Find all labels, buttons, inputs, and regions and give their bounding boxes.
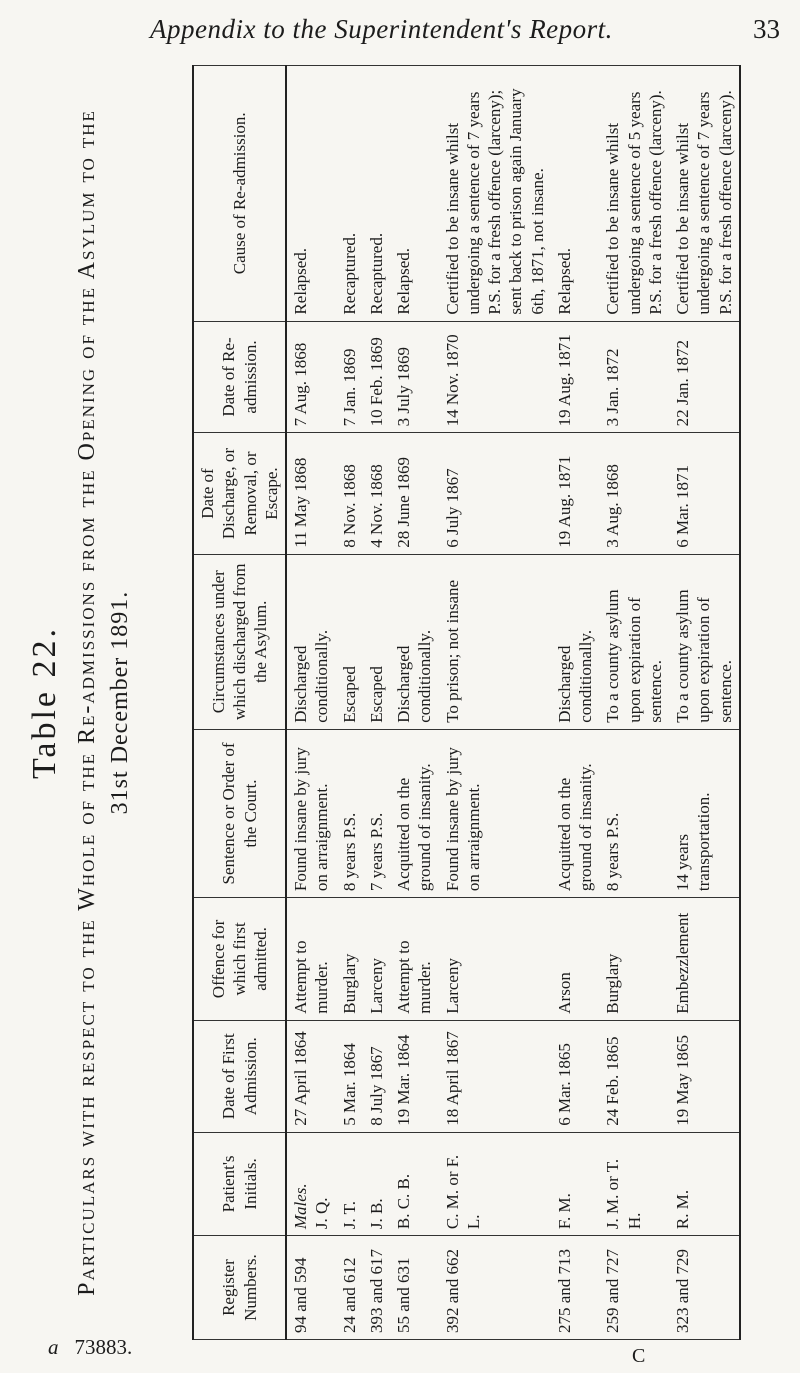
row-initials: J. T. (336, 1132, 363, 1235)
row-cause: Relapsed. (286, 66, 336, 322)
row-cause: Relapsed. (390, 66, 439, 322)
header-offence: Offence for which first admitted. (193, 898, 286, 1021)
row-readmission-date: 3 July 1869 (390, 321, 439, 433)
table-row (669, 66, 740, 1340)
row-register: 24 and 612 (336, 1236, 363, 1340)
row-readmission-date: 10 Feb. 1869 (363, 321, 390, 433)
row-circumstances: Escaped (336, 554, 363, 729)
row-discharge-date: 3 Aug. 1868 (599, 433, 669, 554)
row-cause: Relapsed. (551, 66, 600, 322)
header-readmission-date: Date of Re-admission. (193, 321, 286, 433)
row-circumstances: Discharged conditionally. (286, 554, 336, 729)
row-discharge-date: 6 Mar. 1871 (669, 433, 740, 554)
row-discharge-date: 19 Aug. 1871 (551, 433, 600, 554)
row-discharge-date: 4 Nov. 1868 (363, 433, 390, 554)
row-first-admission: 19 May 1865 (669, 1020, 740, 1132)
row-cause: Certified to be insane whilst undergoing a sentence of 5 years P.S. for a fresh offence (larceny). (599, 66, 669, 322)
row-sentence: 14 years transportation. (669, 729, 740, 897)
row-readmission-date: 7 Aug. 1868 (286, 321, 336, 433)
table-row (336, 66, 363, 1340)
header-discharge-date: Date of Discharge, or Removal, or Escape. (193, 433, 286, 554)
row-circumstances: To a county asylum upon expiration of sentence. (599, 554, 669, 729)
row-initials: B. C. B. (390, 1132, 439, 1235)
print-number: 73883. (74, 1335, 133, 1359)
row-readmission-date: 14 Nov. 1870 (439, 321, 551, 433)
row-sentence: Found insane by jury on arraignment. (439, 729, 551, 897)
row-circumstances: To a county asylum upon expiration of sentence. (669, 554, 740, 729)
row-offence: Embezzlement (669, 898, 740, 1021)
header-cause: Cause of Re-admission. (193, 66, 286, 322)
table-row (390, 66, 439, 1340)
row-register: 393 and 617 (363, 1236, 390, 1340)
row-sentence: Acquitted on the ground of insanity. (390, 729, 439, 897)
row-first-admission: 24 Feb. 1865 (599, 1020, 669, 1132)
row-initials: J. B. (363, 1132, 390, 1235)
row-register: 392 and 662 (439, 1236, 551, 1340)
row-offence: Larceny (439, 898, 551, 1021)
row-readmission-date: 22 Jan. 1872 (669, 321, 740, 433)
row-register: 275 and 713 (551, 1236, 600, 1340)
table-row (363, 66, 390, 1340)
row-circumstances: Discharged conditionally. (551, 554, 600, 729)
row-circumstances: Discharged conditionally. (390, 554, 439, 729)
footer-print-mark (48, 1335, 132, 1360)
row-discharge-date: 8 Nov. 1868 (336, 433, 363, 554)
row-register: 55 and 631 (390, 1236, 439, 1340)
row-circumstances: Escaped (363, 554, 390, 729)
row-first-admission: 18 April 1867 (439, 1020, 551, 1132)
section-label: Males. (291, 1183, 310, 1230)
row-sentence: Found insane by jury on arraignment. (286, 729, 336, 897)
row-offence: Attempt to murder. (390, 898, 439, 1021)
header-circumstances: Circumstances under which discharged from the Asylum. (193, 554, 286, 729)
row-offence: Burglary (599, 898, 669, 1021)
row-cause: Recaptured. (336, 66, 363, 322)
row-register: 94 and 594 (286, 1236, 336, 1340)
page-number: 33 (753, 14, 780, 44)
row-cause: Recaptured. (363, 66, 390, 322)
row-offence: Arson (551, 898, 600, 1021)
running-head-title: Appendix to the Superintendent's Report. (150, 14, 613, 44)
header-row (193, 66, 286, 1340)
table-caption-line2: 31st December 1891. (107, 590, 133, 815)
header-first-admission: Date of First Admission. (193, 1020, 286, 1132)
row-initials: R. M. (669, 1132, 740, 1235)
row-register: 323 and 729 (669, 1236, 740, 1340)
row-discharge-date: 11 May 1868 (286, 433, 336, 554)
row-cause: Certified to be insane whilst undergoing a sentence of 7 years P.S. for a fresh offence (larceny). (669, 66, 740, 322)
table-caption-line1: Particulars with respect to the Whole of the Re-admissions from the Opening of the Asylum to the (74, 109, 100, 1296)
signature-mark: C (632, 1345, 646, 1367)
header-initials: Patient's Initials. (193, 1132, 286, 1235)
row-initials (286, 1132, 336, 1235)
signature-letter: a (48, 1335, 59, 1359)
table-body (286, 66, 740, 1340)
row-sentence: 8 years P.S. (336, 729, 363, 897)
readmissions-table (192, 65, 741, 1340)
table-row (439, 66, 551, 1340)
initials-value: J. Q. (312, 1197, 332, 1230)
table-row (599, 66, 669, 1340)
rotated-table-region (22, 65, 735, 1340)
table-row (286, 66, 336, 1340)
row-first-admission: 8 July 1867 (363, 1020, 390, 1132)
table-title (22, 65, 134, 1340)
row-sentence: 7 years P.S. (363, 729, 390, 897)
row-first-admission: 19 Mar. 1864 (390, 1020, 439, 1132)
row-sentence: 8 years P.S. (599, 729, 669, 897)
row-offence: Attempt to murder. (286, 898, 336, 1021)
header-register: Register Numbers. (193, 1236, 286, 1340)
row-offence: Burglary (336, 898, 363, 1021)
row-offence: Larceny (363, 898, 390, 1021)
row-sentence: Acquitted on the ground of insanity. (551, 729, 600, 897)
header-sentence: Sentence or Order of the Court. (193, 729, 286, 897)
row-initials: F. M. (551, 1132, 600, 1235)
row-readmission-date: 3 Jan. 1872 (599, 321, 669, 433)
row-cause: Certified to be insane whilst undergoing a sentence of 7 years P.S. for a fresh offence (larceny); sent back to prison again January 6th, 1871, not insane. (439, 66, 551, 322)
table-row (551, 66, 600, 1340)
row-register: 259 and 727 (599, 1236, 669, 1340)
row-first-admission: 6 Mar. 1865 (551, 1020, 600, 1132)
row-first-admission: 5 Mar. 1864 (336, 1020, 363, 1132)
row-circumstances: To prison; not insane (439, 554, 551, 729)
row-initials: C. M. or F. L. (439, 1132, 551, 1235)
row-discharge-date: 6 July 1867 (439, 433, 551, 554)
row-readmission-date: 19 Aug. 1871 (551, 321, 600, 433)
row-initials: J. M. or T. H. (599, 1132, 669, 1235)
table-number: Table 22. (26, 625, 63, 780)
row-first-admission: 27 April 1864 (286, 1020, 336, 1132)
row-discharge-date: 28 June 1869 (390, 433, 439, 554)
row-readmission-date: 7 Jan. 1869 (336, 321, 363, 433)
